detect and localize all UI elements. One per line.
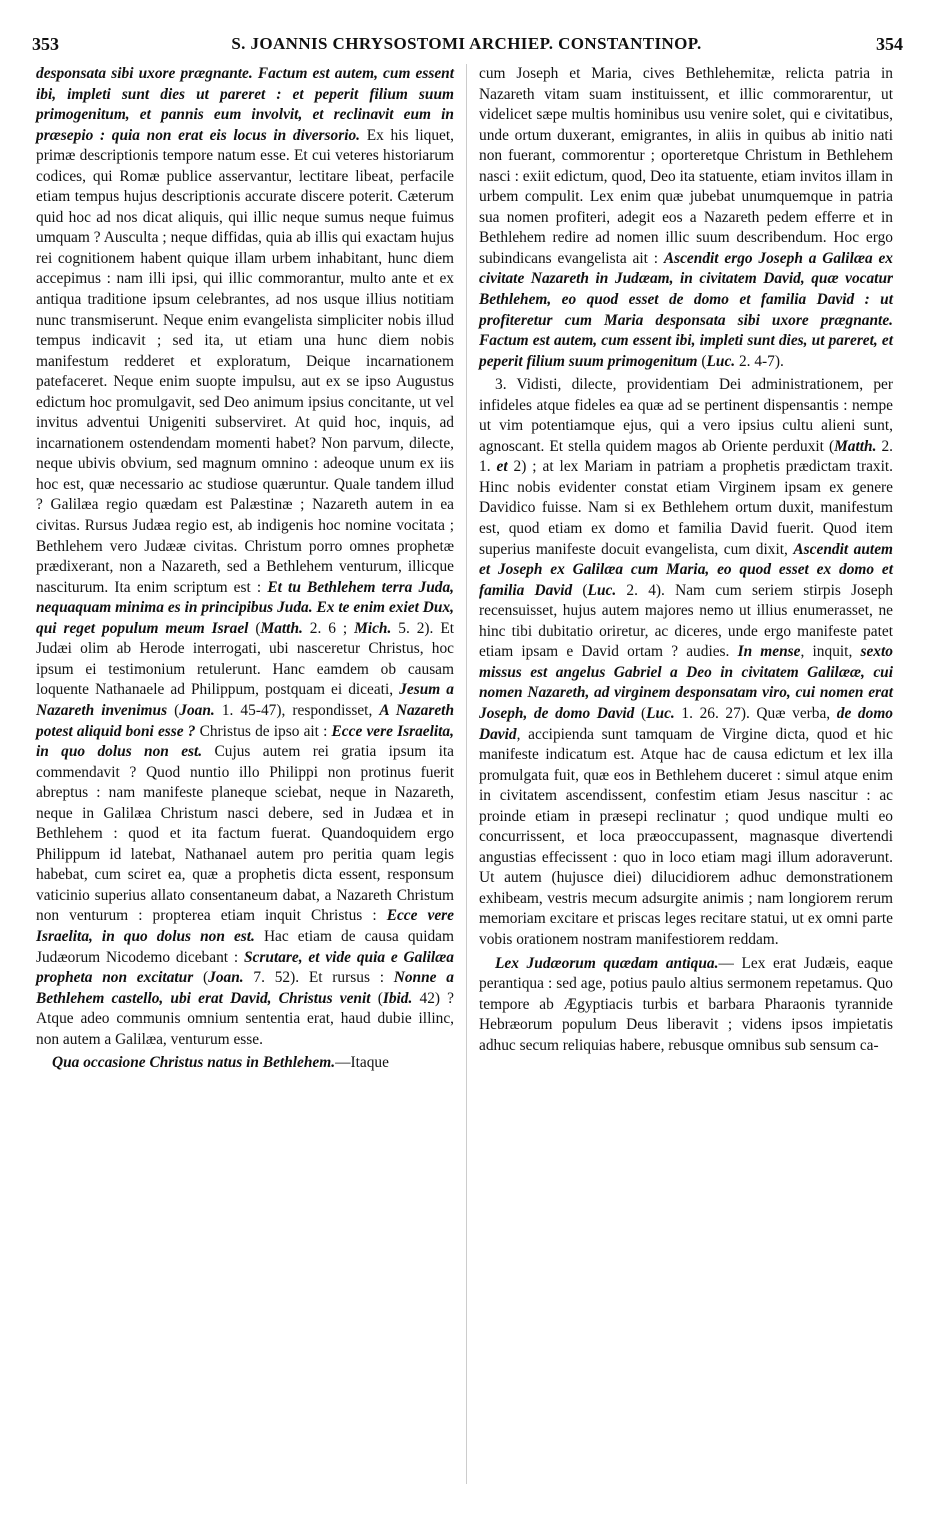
left-column [36,64,454,1074]
italic-text: desponsata sibi uxore prægnante. Factum est autem, cum essent ibi, impleti sunt dies ut pareret : et peperit filium suum primogenitum, et pannis eum involvit, et reclinavit eum in præsepio : quia non erat eis locus in diversorio. [36,65,454,144]
text-run: 2. 1. [479,437,894,476]
text-run: —Itaque [335,1054,389,1072]
text-run: 42) ? Atque adeo communis omnium sententia erat, haud dubie illinc, non autem a Galilæa, venturum esse. [36,989,455,1048]
text-run: 1. 45-47), respondisset, [214,701,380,719]
text-run: 2) ; at lex Mariam in patriam a prophetis prædictam traxit. Hinc nobis evidenter constat etiam Virginem ipsam ex genere Davidico fuisse. Nam si ex Bethlehem ortum duxit, manifestum est, quod etiam ex domo et familia David fuerit. Quod item superius manifeste docuit evangelista, cum dixit, [479,458,893,558]
italic-text: In mense [737,643,801,661]
italic-text: A Nazareth potest aliquid boni esse ? [36,701,455,740]
text-run: ( [248,619,261,637]
text-run: — Lex erat Judæis, eaque perantiqua : sed age, potius paulo altius sermonem repetamus. Quo tempore ab Ægyptiacis turbis et barbara Pharaonis tyrannide Hebræorum populum Deus liberavit ; videns ipsos impietatis adhuc secum reliquias habere, rebusque omnibus sub sensum ca- [479,954,894,1054]
text-run: 2. 6 ; [302,619,355,637]
page-header [30,34,903,64]
italic-text: Matth. [260,619,303,637]
text-run: Ex his liquet, primæ descriptionis tempore natum esse. Et cui veteres historiarum codices, qui Romæ publice asservantur, lectitare libeat, perfacile etiam tempus hujus descriptionis accurate discere poterit. Cæterum quid hoc ad nos dicat aliquis, qui illic neque sumus neque fuimus umquam ? Ausculta ; neque diffidas, quia ab illis qui exactam hujus rei cognitionem habent quique illam urbem inhabitant, hunc diem accepimus : nam illi ipsi, qui illic commorantur, multo ante et ex antiqua traditione ipsum celebrantes, ad nos usque illius notitiam nunc transmiserunt. Neque enim evangelista simpliciter nobis illud tempus indicavit ; sed ita, ut etiam una hunc diem nobis manifestum redderet et exploratum, Deique incarnationem patefaceret. Neque enim suopte impulsu, aut ex se ipso Augustus edictum hoc promulgavit, sed Deo animum ipsius concitante, ut vel invitus adventui Unigeniti subserviret. At quid hoc, inquis, ad incarnationem ostendendam momenti habet? Non parvum, dilecte, neque ubivis obvium, sed magnum omnino : adeoque unum ex iis hoc est, quæ necessario ac studiose quæruntur. Quale tandem illud ? Galilæa regio quædam est Palæstinæ ; Nazareth autem in ea civitas. Rursus Judæa regio est, ab indigenis hoc nomine vocitata ; Bethlehem vero Judææ civitas. Christum porro omnes prophetæ prædixerant, non a Nazareth, sed a Bethlehem venturum, illicque nasciturum. Ita enim scriptum est : [36,126,455,596]
text-run: ( [193,969,209,987]
text-run: Hac etiam de causa quidam Judæorum Nicodemo dicebant : [36,927,454,966]
page-number-left: 353 [32,34,59,54]
paragraph [36,64,454,1050]
italic-text: Luc. [587,581,617,599]
text-run: 7. 52). Et rursus : [243,969,394,987]
paragraph [479,64,893,372]
italic-text: Joan. [208,969,244,987]
text-run: 2. 4). Nam cum seriem stirpis Joseph recensuisset, hujus autem majores nemo ut illius enumerasset, ne hinc tibi dubitatio oriretur, ac diceres, unde ergo manifeste patet etiam ipsam e David ortam ? audies. [479,581,894,661]
text-run: Christus de ipso ait : [195,722,332,740]
text-run: ( [634,704,647,722]
italic-text: Lex Judæorum quædam antiqua. [495,954,719,972]
text-run: , accipienda sunt tamquam de Virgine dicta, quod et hic manifeste indicatum est. Atque hac de causa edictum et lex illa promulgata fuit, quæ eos in Bethlehem duceret : simul atque enim in civitatem ascendissent, confestim etiam Jesus nascitur : ac proinde etiam in præsepi reclinatur ; quod undique multi eo concurrissent, et loca præoccupassent, magnasque divertendi angustias effecissent : quo in loco etiam magi illum adoraverunt. Ut autem (hujusce diei) dilucidiorem adhuc demonstrationem exhibeam, vestris mecum adsurgite animis ; nam longiorem rerum memoriam excitare et priscas leges recitare statui, ut ex omni parte vobis orationem nostram manifestiorem reddam. [479,725,893,948]
column-divider [466,64,467,1484]
italic-text: Ibid. [382,989,413,1007]
text-run: 2. 4-7). [735,352,784,370]
italic-text: Jesum a Nazareth invenimus [36,681,455,719]
italic-text: de domo David [479,704,893,743]
text-run: 3. Vidisti, dilecte, providentiam Dei administrationem, per infideles atque fideles ea quæ ad se pertinent dispensantis : nempe ut vim potentiamque ejus, qui a vero ipsius cultu alieni sunt, agnoscant. Et stella quidem magos ab Oriente perduxit ( [479,376,893,455]
paragraph-section-3 [479,375,893,950]
italic-text: et [496,458,508,476]
italic-text: Mich. [354,619,392,637]
section-heading-paragraph [36,1053,454,1074]
italic-text: Joan. [179,701,215,719]
text-run: Cujus autem rei gratia ipsum ita commendavit ? Quod nuntio illo Philippi non protinus fuerit abreptus : nam manifeste planeque sciebat, neque in Nazareth, neque in Galilæa Christum nasci debere, sed in Judæa et in Bethlehem : quod et ita factum fuerat. Quandoquidem ergo Philippum id latebat, Nathanael autem pro peritia quam legis habebat, cum sciret ea, quæ a prophetis dicta essent, responsum vaticinio superius allato consentaneum dabat, a Nazareth Christum non venturum : propterea etiam inquit Christus : [36,743,455,925]
italic-text: Ascendit autem et Joseph ex Galilæa cum Maria, eo quod esset ex domo et familia David [479,540,893,599]
section-heading-paragraph [479,954,893,1057]
italic-text: Ecce vere Israelita, in quo dolus non est. [36,722,454,761]
text-run: 1. 26. 27). Quæ verba, [674,704,837,722]
text-run: , inquit, [800,643,861,661]
text-run: ( [370,989,383,1007]
italic-text: Et tu Bethlehem terra Juda, nequaquam minima es in principibus Juda. Ex te enim exiet Dux, qui reget populum meum Israel [36,578,454,637]
italic-text: Luc. [646,704,675,722]
page-number-right: 354 [876,34,903,54]
italic-text: Qua occasione Christus natus in Bethlehem. [52,1054,336,1072]
text-run: cum Joseph et Maria, cives Bethlehemitæ, relicta patria in Nazareth vitam suam instituissent, et illic commorarentur, ut videlicet sæpe multis hominibus usu venire solet, qui e civitatibus, unde ortum duxerant, emigrantes, in aliis in quibus ab initio nati non fuerant, commorentur ; oporteretque Christum in Bethlehem nasci : exiit edictum, quod, Deo ita statuente, etiam invitos illam in urbem compulit. Lex enim quæ jubebat unumquemque in patria sua nomen profiteri, adegit eos a Nazareth pedem efferre et in Bethlehem redire ad nomen illic suum describendum. Hoc ergo subindicans evangelista ait : [479,65,893,267]
italic-text: Matth. [834,437,877,455]
text-run: 5. 2). Et Judæi olim ab Herode interrogati, ubi nasceretur Christus, hoc ipsum ei testimonium retulerunt. Hanc eamdem ob causam loquente Nathanaele ad Philippum, postquam ei diceati, [36,619,454,699]
running-title: S. JOANNIS CHRYSOSTOMI ARCHIEP. CONSTANTINOP. [231,34,702,53]
italic-text: Ascendit ergo Joseph a Galilæa ex civitate Nazareth in Judæam, in civitatem David, quæ vocatur Bethlehem, eo quod esset de domo et familia David : ut profiteretur cum Maria desponsata sibi uxore prægnante. Factum est autem, cum essent ibi, impleti sunt dies, ut pareret, et peperit filium suum primogenitum [479,249,894,370]
text-run: ( [697,352,707,370]
right-column [479,64,893,1056]
italic-text: Luc. [706,352,736,370]
text-run: ( [572,581,588,599]
italic-text: Ecce vere Israelita, in quo dolus non est. [36,907,454,945]
italic-text: Scrutare, et vide quia e Galilæa propheta non excitatur [36,948,454,987]
italic-text: Nonne a Bethlehem castello, ubi erat David, Christus venit [36,969,454,1007]
text-run: ( [167,701,180,719]
italic-text: sexto missus est angelus Gabriel a Deo in civitatem Galilææ, cui nomen Nazareth, ad virginem desponsatam viro, cui nomen erat Joseph, de domo David [479,643,893,722]
